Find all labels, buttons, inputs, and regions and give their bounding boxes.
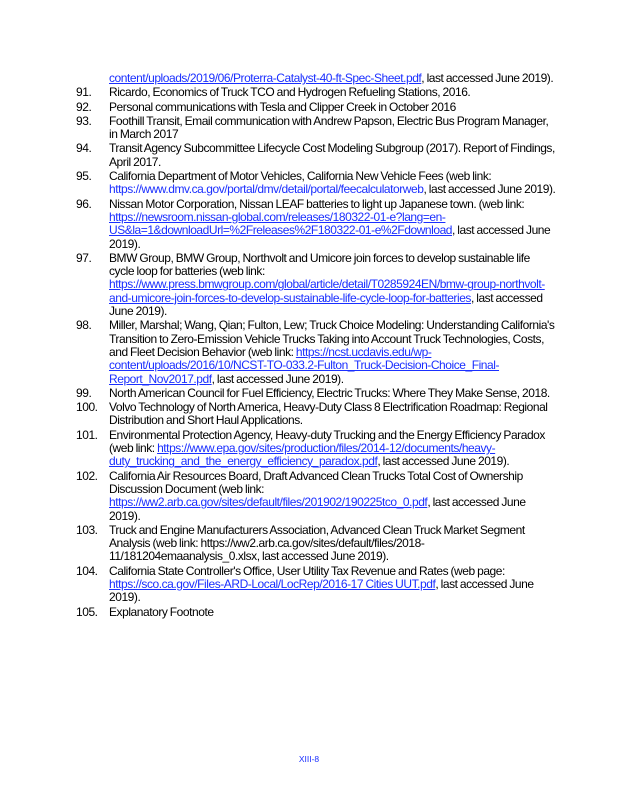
reference-item <box>76 252 556 318</box>
reference-item <box>76 401 556 428</box>
reference-link[interactable]: https://ncst.ucdavis.edu/wp-content/uploads/2016/10/NCST-TO-033.2-Fulton_Truck-Decision-Choice_Final-Report_Nov2017.pdf <box>109 344 500 386</box>
reference-text-segment: Personal communications with Tesla and Clipper Creek in October 2016 <box>109 99 456 114</box>
reference-item <box>76 387 556 400</box>
reference-text-segment: Miller, Marshal; Wang, Qian; Fulton, Lew; Truck Choice Modeling: Understanding California's Transition to Zero-Emission Vehicle Trucks Taking into Account Truck Technologies, Costs, and Fleet Decision Behavior (web link: <box>109 318 555 359</box>
reference-item <box>76 524 556 564</box>
reference-text-segment: Truck and Engine Manufacturers Association, Advanced Clean Truck Market Segment Analysis (web link: https://ww2.arb.ca.gov/sites/default/files/2018-11/181204emaanalysis_0.xlsx, last accessed June 2019). <box>109 522 525 564</box>
reference-text-segment: Ricardo, Economics of Truck TCO and Hydrogen Refueling Stations, 2016. <box>109 85 471 100</box>
reference-text-segment: , last accessed June 2019). <box>109 576 534 605</box>
reference-link[interactable]: https://www.press.bmwgroup.com/global/article/detail/T0285924EN/bmw-group-northvolt-and-umicore-join-forces-to-develop-sustainable-life-cycle-loop-for-batteries <box>109 277 545 305</box>
reference-text-segment: Environmental Protection Agency, Heavy-duty Trucking and the Energy Efficiency Paradox (web link: <box>109 427 545 456</box>
reference-item <box>76 429 556 469</box>
reference-number: 103. <box>76 522 98 537</box>
reference-number: 100. <box>76 400 98 415</box>
reference-text-segment: , last accessed June 2019). <box>211 371 344 386</box>
reference-text-segment: , last accessed June 2019). <box>423 182 556 197</box>
reference-number: 93. <box>76 113 92 128</box>
reference-text-segment: Nissan Motor Corporation, Nissan LEAF batteries to light up Japanese town. (web link: <box>109 196 525 211</box>
reference-item <box>76 115 556 142</box>
reference-number <box>76 72 109 85</box>
reference-text <box>109 142 556 169</box>
reference-item <box>76 101 556 114</box>
reference-text <box>109 387 556 400</box>
reference-list <box>76 72 556 619</box>
reference-item <box>76 86 556 99</box>
reference-link[interactable]: https://newsroom.nissan-global.com/releases/180322-01-e?lang=en-US&la=1&downloadUrl=%2Freleases%2F180322-01-e%2Fdownload <box>109 209 453 238</box>
reference-item <box>76 565 556 605</box>
reference-text <box>109 470 556 523</box>
reference-number: 104. <box>76 563 98 578</box>
reference-number: 95. <box>76 169 92 184</box>
reference-text <box>109 101 556 114</box>
reference-number: 94. <box>76 141 92 156</box>
reference-text <box>109 115 556 142</box>
reference-text <box>109 524 556 564</box>
reference-number: 98. <box>76 318 92 333</box>
reference-text <box>109 86 556 99</box>
reference-text-segment: North American Council for Fuel Efficiency, Electric Trucks: Where They Make Sense, 2018. <box>109 385 550 400</box>
reference-text <box>109 72 556 85</box>
reference-text-segment: , last accessed June 2019). <box>109 495 526 523</box>
reference-text <box>109 198 556 251</box>
reference-text <box>109 606 556 619</box>
reference-item <box>76 470 556 523</box>
reference-link[interactable]: content/uploads/2019/06/Proterra-Catalyst-40-ft-Spec-Sheet.pdf <box>109 71 422 85</box>
reference-item <box>76 170 556 197</box>
reference-number: 96. <box>76 196 92 211</box>
reference-link[interactable]: https://www.epa.gov/sites/production/files/2014-12/documents/heavy-duty_trucking_and_the_energy_efficiency_paradox.pdf <box>109 441 496 469</box>
reference-number: 91. <box>76 85 92 100</box>
page-number: XIII-8 <box>298 754 320 764</box>
reference-url-text: https://www.dmv.ca.gov/portal/dmv/detail/portal/feecalculatorweb <box>109 182 424 197</box>
reference-text-segment: , last accessed June 2019). <box>421 71 554 85</box>
reference-item <box>76 72 556 85</box>
reference-text-segment: California Department of Motor Vehicles, California New Vehicle Fees (web link: <box>109 169 492 184</box>
reference-item <box>76 606 556 619</box>
reference-number: 101. <box>76 427 98 442</box>
reference-link[interactable]: https://ww2.arb.ca.gov/sites/default/files/201902/190225tco_0.pdf <box>109 495 428 510</box>
reference-text-segment: Foothill Transit, Email communication with Andrew Papson, Electric Bus Program Manager, in March 2017 <box>109 113 549 142</box>
reference-number: 105. <box>76 604 98 619</box>
reference-text <box>109 401 556 428</box>
reference-text-segment: BMW Group, BMW Group, Northvolt and Umicore join forces to develop sustainable life cycle loop for batteries (web link: <box>109 250 530 279</box>
reference-text <box>109 565 556 605</box>
reference-text-segment: , last accessed June 2019). <box>377 454 510 469</box>
reference-number: 99. <box>76 385 92 400</box>
reference-number: 102. <box>76 468 98 483</box>
reference-text-segment: Explanatory Footnote <box>109 604 214 619</box>
reference-text-segment: California State Controller's Office, User Utility Tax Revenue and Rates (web page: <box>109 563 505 578</box>
reference-text <box>109 170 556 197</box>
reference-number: 92. <box>76 99 92 114</box>
reference-text-segment: California Air Resources Board, Draft Advanced Clean Trucks Total Cost of Ownership Discussion Document (web link: <box>109 468 523 496</box>
reference-text <box>109 252 556 318</box>
reference-text-segment: , last accessed June 2019). <box>109 223 551 251</box>
reference-text-segment: Volvo Technology of North America, Heavy-Duty Class 8 Electrification Roadmap: Regional Distribution and Short Haul Applications. <box>109 400 548 428</box>
reference-text <box>109 319 556 385</box>
reference-item <box>76 198 556 251</box>
reference-item <box>76 142 556 169</box>
reference-text <box>109 429 556 469</box>
reference-text-segment: , last accessed June 2019). <box>109 290 543 319</box>
reference-link[interactable]: https://sco.ca.gov/Files-ARD-Local/LocRep/2016-17 Cities UUT.pdf <box>109 576 436 591</box>
reference-number: 97. <box>76 250 92 265</box>
reference-text-segment: Transit Agency Subcommittee Lifecycle Cost Modeling Subgroup (2017). Report of Findings, April 2017. <box>109 141 555 169</box>
reference-item <box>76 319 556 385</box>
